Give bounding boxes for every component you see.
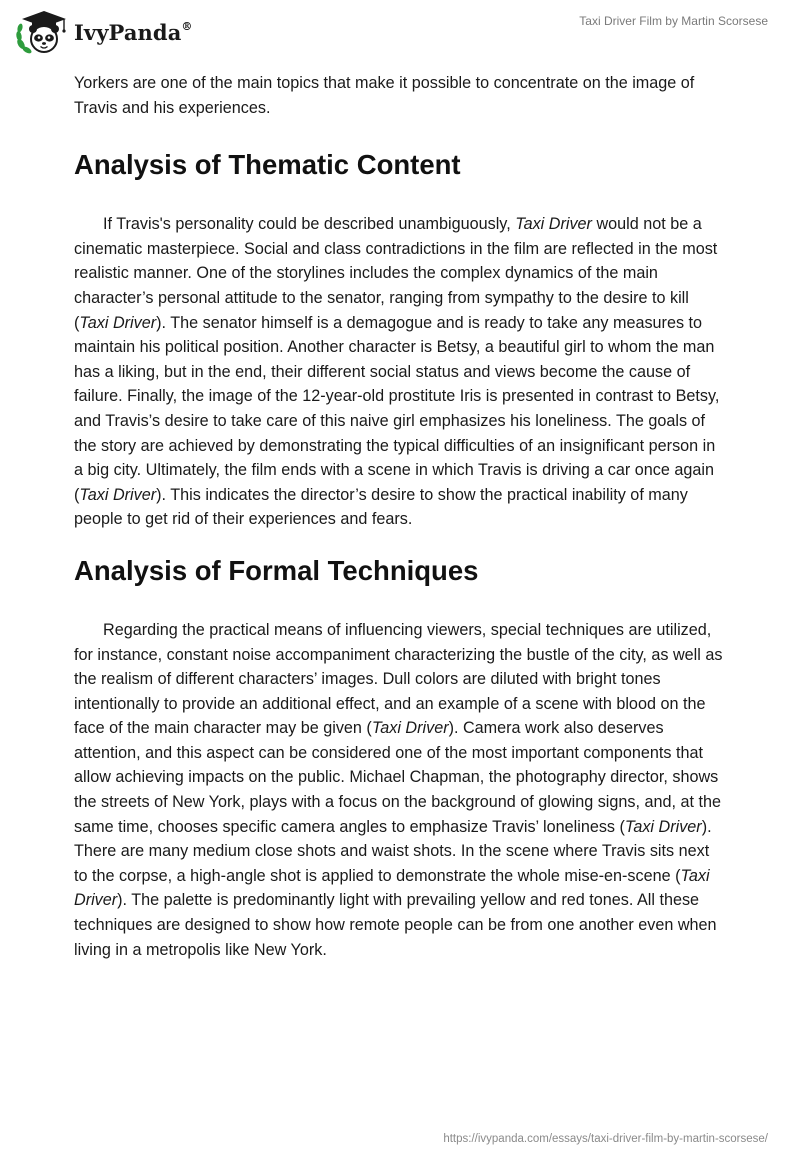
formal-paragraph [74,618,726,962]
film-title-italic: Taxi Driver [79,485,157,504]
text-run: Regarding the practical means of influencing viewers, special techniques are utilized, for instance, constant noise accompaniment characterizing the bustle of the city, as well as the realism of different characters’ images. Dull colors are diluted with bright tones intentionally to provide an additional effect, and an example of a scene with blood on the face of the main character may be given ( [74,620,723,738]
text-run: ). Camera work also deserves attention, and this aspect can be considered one of the most important components that allow achieving impacts on the public. Michael Chapman, the photography director, shows the streets of New York, plays with a focus on the background of glowing signs, and, at the same time, chooses specific camera angles to emphasize Travis’ loneliness ( [74,719,721,836]
film-title-italic: Taxi Driver [371,719,449,738]
registered-mark: ® [181,19,193,33]
intro-paragraph: Yorkers are one of the main topics that make it possible to concentrate on the image of Travis and his experiences. [74,74,695,117]
text-run: ). The palette is predominantly light with prevailing yellow and red tones. All these techniques are designed to show how remote people can be from one another even when living in a metropolis like New York. [74,891,717,959]
text-run: If Travis's personality could be described unambiguously, [103,215,516,234]
thematic-paragraph [74,212,726,532]
source-url-link[interactable]: https://ivypanda.com/essays/taxi-driver-film-by-martin-scorsese/ [443,1133,768,1145]
section-heading-thematic: Analysis of Thematic Content [74,149,461,181]
film-title-italic: Taxi Driver [79,313,157,332]
essay-body [74,71,726,962]
text-run: ). The senator himself is a demagogue and is ready to take any measures to maintain his political position. Another character is Betsy, a beautiful girl to whom the man has a liking, but in the end, their different social status and views become the cause of failure. Finally, the image of the 12-year-old prostitute Iris is presented in contrast to Betsy, and Travis’s desire to take care of this naive girl emphasizes his loneliness. The goals of the story are achieved by demonstrating the typical difficulties of an insignificant person in a big city. Ultimately, the film ends with a scene in which Travis is driving a car once again ( [74,313,720,504]
film-title-italic: Taxi Driver [515,215,592,234]
film-title-italic: Taxi Driver [624,817,702,836]
text-run: ). There are many medium close shots and waist shots. In the scene where Travis sits next to the corpse, a high-angle shot is applied to demonstrate the whole mise-en-scene ( [74,817,712,885]
page-header [0,0,800,64]
text-run: ). This indicates the director’s desire to show the practical inability of many people to get rid of their experiences and fears. [74,485,688,529]
text-run: would not be a cinematic masterpiece. Social and class contradictions in the film are reflected in the most realistic manner. One of the storylines includes the complex dynamics of the main character’s personal attitude to the senator, ranging from sympathy to the desire to kill ( [74,215,718,332]
ivypanda-logo[interactable] [14,8,193,56]
logo-text [74,20,193,45]
panda-graduate-icon [14,8,70,56]
logo-name: IvyPanda [74,19,182,45]
running-title: Taxi Driver Film by Martin Scorsese [579,14,768,28]
section-heading-formal: Analysis of Formal Techniques [74,554,479,586]
film-title-italic: Taxi Driver [74,866,710,910]
